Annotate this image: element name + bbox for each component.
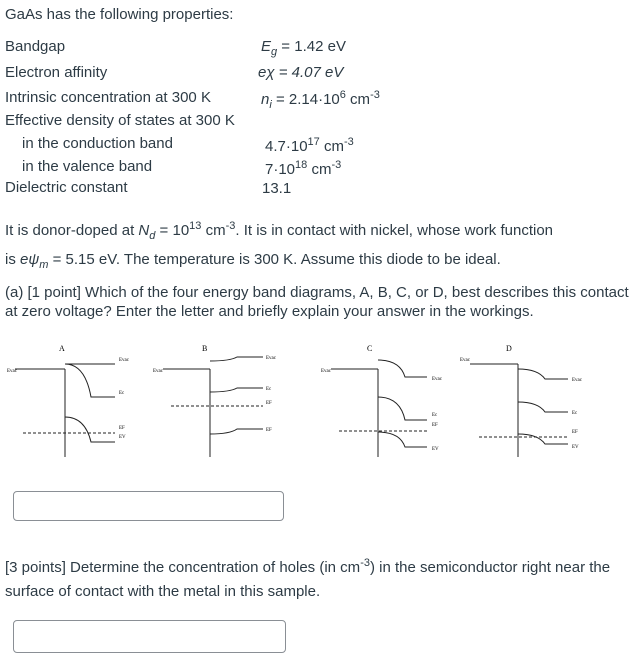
diagram-b-letter: B [202, 344, 208, 353]
vb-label: in the valence band [22, 158, 153, 175]
intrinsic-label: Intrinsic concentration at 300 K [5, 89, 211, 106]
intrinsic-value: $n_i = 2.14\cdot 10^6$ $cm^{-3}$ [261, 89, 380, 111]
diagram-c-evac-left: Evac [321, 369, 331, 374]
intro-text: GaAs has the following properties: [5, 6, 234, 23]
diagram-c-ec: Ec [432, 413, 438, 418]
diagram-b [153, 344, 277, 457]
affinity-label: Electron affinity [5, 64, 108, 81]
diagram-a-ev: EV [119, 435, 126, 440]
diagram-d-ef: EF [572, 430, 578, 435]
dielectric-label: Dielectric constant [5, 179, 128, 196]
cb-label: in the conduction band [22, 135, 173, 152]
diagram-d-evac-left: Evac [460, 358, 470, 363]
band-diagrams [5, 342, 625, 472]
answer-b-input[interactable] [13, 620, 286, 653]
question-b-text: [3 points] Determine the concentration of holes (in $cm^{-3}$) in the semiconductor right near the surface of contact with the metal in this sample. [5, 557, 611, 600]
question-a-text: (a) [1 point] Which of the four energy band diagrams, A, B, C, or D, best describes this contact at zero voltage? Enter the letter and briefly explain your answer in the workings. [5, 284, 629, 320]
doping-paragraph: It is donor-doped at $N_d = 10^{13}$ $cm^{-3}$. It is in contact with nickel, whose work function is $e\psi_m = 5.15$ eV. The temperature is 300 K. Assume this diode to be ideal. [5, 220, 554, 271]
diagram-a-ef: EF [119, 426, 125, 431]
bandgap-value: $E_g = 1.42$ eV [261, 38, 346, 58]
affinity-value: eχ = 4.07 eV [258, 64, 344, 81]
diagram-a [7, 344, 130, 457]
diagram-d-letter: D [506, 344, 512, 353]
diagram-d-ec: Ec [572, 411, 578, 416]
diagram-b-evac-right: Evac [266, 356, 276, 361]
vb-value: $7\cdot 10^{18}$ $cm^{-3}$ [265, 159, 342, 178]
diagram-c-ev: EV [432, 447, 439, 452]
diagram-a-letter: A [59, 344, 65, 353]
diagram-b-ef: EF [266, 401, 272, 406]
diagram-c-evac-right: Evac [432, 377, 442, 382]
diagram-d-ev: EV [572, 445, 579, 450]
cb-value: $4.7\cdot 10^{17}$ $cm^{-3}$ [265, 136, 354, 155]
diagram-d-evac-right: Evac [572, 378, 582, 383]
bandgap-label: Bandgap [5, 38, 66, 55]
diagram-a-evac-right: Evac [119, 358, 129, 363]
diagram-c-letter: C [367, 344, 373, 353]
diagram-a-ec: Ec [119, 391, 125, 396]
answer-a-input[interactable] [13, 491, 284, 521]
diagram-b-evac-left: Evac [153, 369, 163, 374]
diagram-c-ef: EF [432, 423, 438, 428]
diagram-c [321, 344, 443, 457]
dos-label: Effective density of states at 300 K [5, 112, 235, 129]
diagram-b-ev: EF [266, 428, 272, 433]
diagram-b-ec: Ec [266, 387, 272, 392]
diagram-d [460, 344, 583, 457]
diagram-a-evac-left: Evac [7, 369, 17, 374]
dielectric-value: 13.1 [262, 180, 292, 197]
